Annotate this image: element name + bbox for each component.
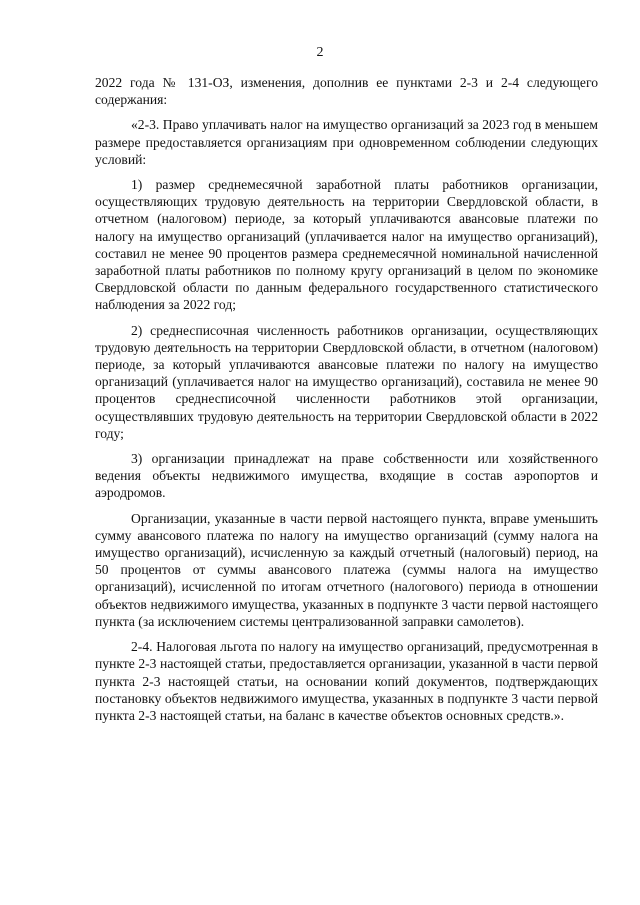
paragraph-2-4: 2-4. Налоговая льгота по налогу на имущество организаций, предусмотренная в пункте 2-3 настоящей статьи, предоставляется организации, указанной в части первой пункта 2-3 настоящей статьи, на основании копий документов, подтверждающих постановку объектов недвижимого имущества, указанных в подпункте 3 части первой пункта 2-3 настоящей статьи, на баланс в качестве объектов основных средств.».: [95, 639, 598, 723]
page-number: 2: [316, 45, 324, 60]
paragraph-condition-2: 2) среднесписочная численность работников организации, осуществляющих трудовую деятельность на территории Свердловской области, в отчетном (налоговом) периоде, за который уплачиваются авансовые платежи по налогу на имущество организаций (уплачивается налог на имущество организаций), составила не менее 90 процентов среднесписочной численности работников этой организации, осуществлявших трудовую деятельность на территории Свердловской области в 2022 году;: [95, 322, 598, 441]
paragraph-intro: 2022 года № 131-ОЗ, изменения, дополнив ее пунктами 2-3 и 2-4 следующего содержания:: [95, 75, 598, 108]
paragraph-condition-1: 1) размер среднемесячной заработной платы работников организации, осуществляющих трудовую деятельность на территории Свердловской области, в отчетном (налоговом) периоде, за который уплачиваются авансовые платежи по налогу на имущество организаций (уплачивается налог на имущество организаций), составил не менее 90 процентов размера среднемесячной номинальной начисленной заработной платы работников по полному кругу организаций в целом по экономике Свердловской области по данным федерального государственного статистического наблюдения за 2022 год;: [95, 177, 598, 313]
paragraph-reduction: Организации, указанные в части первой настоящего пункта, вправе уменьшить сумму авансового платежа по налогу на имущество организаций (сумму налога на имущество организаций), исчисленную за каждый отчетный (налоговый) период, на 50 процентов от суммы авансового платежа (суммы налога на имущество организаций), исчисленной по итогам отчетного (налогового) периода в отношении объектов недвижимого имущества, указанных в подпункте 3 части первой настоящего пункта (за исключением системы централизованной заправки самолетов).: [95, 510, 598, 629]
document-body: [95, 74, 598, 732]
paragraph-2-3: «2-3. Право уплачивать налог на имущество организаций за 2023 год в меньшем размере предоставляется организациям при одновременном соблюдении следующих условий:: [95, 117, 598, 167]
paragraph-condition-3: 3) организации принадлежат на праве собственности или хозяйственного ведения объекты недвижимого имущества, входящие в состав аэропортов и аэродромов.: [95, 451, 598, 501]
